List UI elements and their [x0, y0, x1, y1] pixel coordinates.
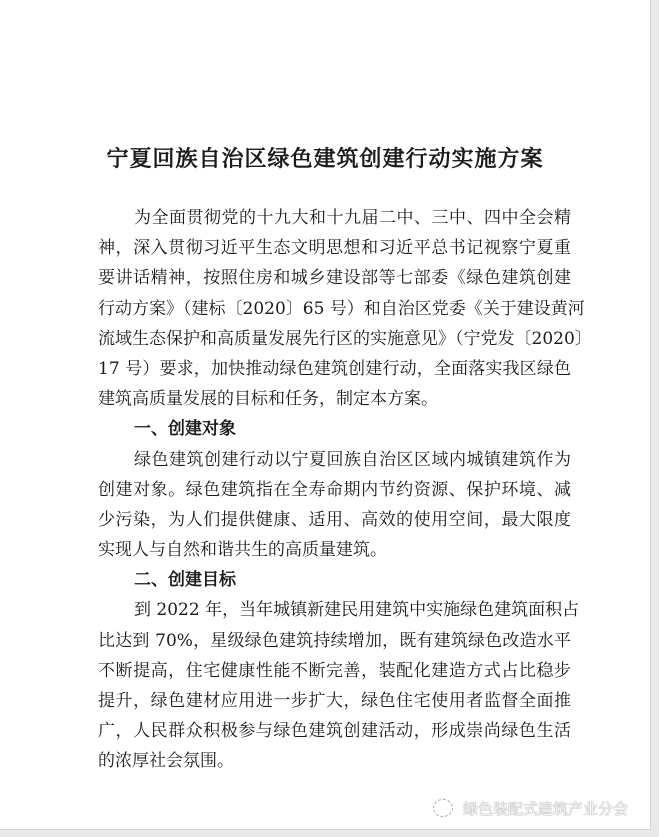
paragraph-line: 创建对象。绿色建筑指在全寿命期内节约资源、保护环境、减 — [98, 479, 571, 500]
paragraph-line: 建筑高质量发展的目标和任务，制定本方案。 — [98, 389, 438, 410]
paragraph-line: 到 2022 年，当年城镇新建民用建筑中实施绿色建筑面积占 — [134, 600, 580, 621]
paragraph-line: 绿色建筑创建行动以宁夏回族自治区区域内城镇建筑作为 — [134, 449, 571, 470]
paragraph-line: 提升，绿色建材应用进一步扩大，绿色住宅使用者监督全面推 — [98, 691, 571, 711]
paragraph-line: 的浓厚社会氛围。 — [98, 751, 234, 772]
paragraph-line: 流域生态保护和高质量发展先行区的实施意见》（宁党发〔2020〕 — [98, 328, 592, 349]
paragraph-line: 广，人民群众积极参与绿色建筑创建活动，形成崇尚绿色生活 — [98, 721, 571, 742]
section-heading: 一、创建对象 — [134, 419, 236, 440]
paragraph-line: 为全面贯彻党的十九大和十九届二中、三中、四中全会精 — [134, 208, 571, 228]
paragraph-line: 不断提高，住宅健康性能不断完善，装配化建造方式占比稳步 — [98, 660, 571, 681]
paragraph-line: 17 号）要求，加快推动绿色建筑创建行动，全面落实我区绿色 — [98, 358, 571, 379]
section-heading: 二、创建目标 — [134, 570, 236, 591]
paragraph-line: 比达到 70%，星级绿色建筑持续增加，既有建筑绿色改造水平 — [98, 630, 571, 651]
watermark: 绿色装配式建筑产业分会 — [463, 800, 629, 818]
paragraph-line: 要讲话精神，按照住房和城乡建设部等七部委《绿色建筑创建 — [98, 268, 571, 289]
paragraph-line: 少污染，为人们提供健康、适用、高效的使用空间，最大限度 — [98, 509, 571, 530]
document-body — [98, 203, 592, 777]
paragraph-line: 神，深入贯彻习近平生态文明思想和习近平总书记视察宁夏重 — [98, 238, 571, 259]
wechat-logo-icon — [433, 799, 453, 817]
paragraph-line: 行动方案》（建标〔2020〕65 号）和自治区党委《关于建设黄河 — [98, 298, 585, 319]
document-title: 宁夏回族自治区绿色建筑创建行动实施方案 — [106, 146, 544, 172]
paragraph-line: 实现人与自然和谐共生的高质量建筑。 — [98, 540, 387, 561]
